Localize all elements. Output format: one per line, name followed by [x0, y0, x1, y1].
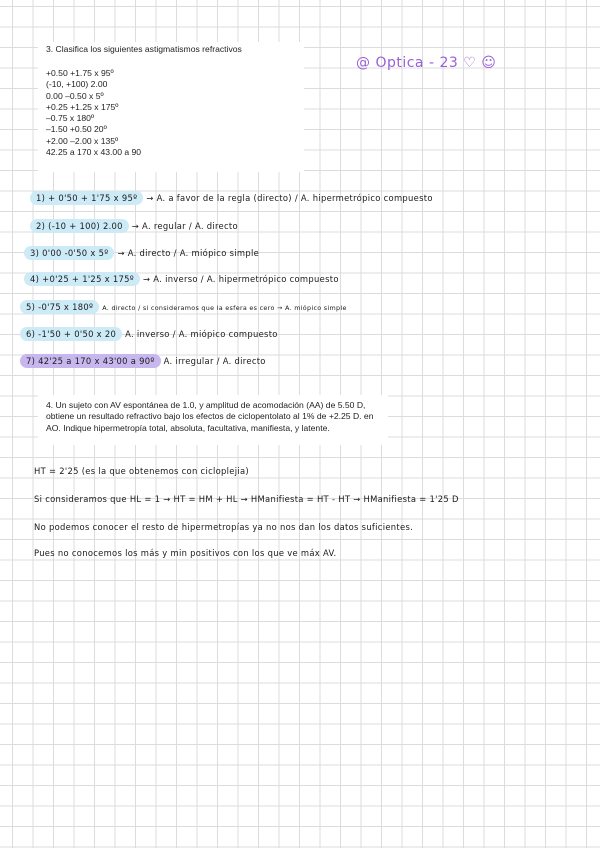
answer-4-line: HT = 2'25 (es la que obtenemos con cicloplejia) — [34, 466, 249, 476]
answer-classification: → A. a favor de la regla (directo) / A. hipermetrópico compuesto — [146, 193, 433, 203]
answer-formula: 7) 42'25 a 170 x 43'00 a 90º — [20, 354, 161, 368]
answer-4-line: No podemos conocer el resto de hipermetropías ya no nos dan los datos suficientes. — [34, 522, 414, 532]
list-item: +2.00 –2.00 x 135º — [46, 135, 119, 146]
answer-4-line: Pues no conocemos los más y min positivos con los que ve máx AV. — [34, 548, 337, 558]
list-item: +0.25 +1.25 x 175º — [46, 101, 119, 112]
answer-formula: 1) + 0'50 + 1'75 x 95º — [30, 191, 143, 205]
answer-formula: 2) (-10 + 100) 2.00 — [30, 219, 129, 233]
answer-classification: → A. directo / A. miópico simple — [117, 248, 260, 258]
list-item: –1.50 +0.50 20º — [46, 124, 107, 135]
answer-classification: A. inverso / A. miópico compuesto — [125, 329, 278, 339]
list-item: 0.00 –0.50 x 5º — [46, 90, 104, 101]
answer-row-7 — [20, 356, 266, 366]
answer-classification: A. directo / si consideramos que la esfera es cero → A. miópico simple — [102, 304, 347, 312]
answer-classification: A. irregular / A. directo — [163, 356, 266, 366]
answer-formula: 5) -0'75 x 180º — [20, 300, 99, 314]
course-stamp: @ Optica - 23 ♡ ☺ — [356, 55, 497, 71]
answer-classification: → A. inverso / A. hipermetrópico compuesto — [142, 274, 339, 284]
exercise-3-title: 3. Clasifica los siguientes astigmatismos refractivos — [46, 44, 242, 54]
list-item: (-10, +100) 2.00 — [46, 79, 108, 90]
answer-row-4 — [24, 274, 339, 284]
exercise-4-text: 4. Un sujeto con AV espontánea de 1.0, y amplitud de acomodación (AA) de 5.50 D, obtiene un resultado refractivo bajo los efectos de ciclopentolato al 1% de +2.25 D. en AO. Indique hipermetropía total, absoluta, facultativa, manifiesta, y latente. — [46, 400, 374, 433]
answer-row-5 — [20, 302, 347, 312]
exercise-4-box — [38, 395, 388, 445]
exercise-3-list — [46, 68, 141, 158]
answer-row-6 — [20, 329, 278, 339]
answer-formula: 3) 0'00 -0'50 x 5º — [24, 246, 114, 260]
answer-4-line: Si consideramos que HL = 1 → HT = HM + HL → HManifiesta = HT - HT → HManifiesta = 1'25 D — [34, 494, 459, 504]
answer-formula: 4) +0'25 + 1'25 x 175º — [24, 272, 140, 286]
list-item: +0.50 +1.75 x 95º — [46, 68, 114, 78]
exercise-3-box — [38, 42, 304, 172]
answer-row-3 — [24, 248, 259, 258]
answer-row-1 — [30, 193, 433, 203]
answer-row-2 — [30, 221, 238, 231]
answer-classification: → A. regular / A. directo — [131, 221, 238, 231]
answer-formula: 6) -1'50 + 0'50 x 20 — [20, 327, 122, 341]
list-item: –0.75 x 180º — [46, 113, 95, 124]
list-item: 42.25 a 170 x 43.00 a 90 — [46, 147, 142, 158]
